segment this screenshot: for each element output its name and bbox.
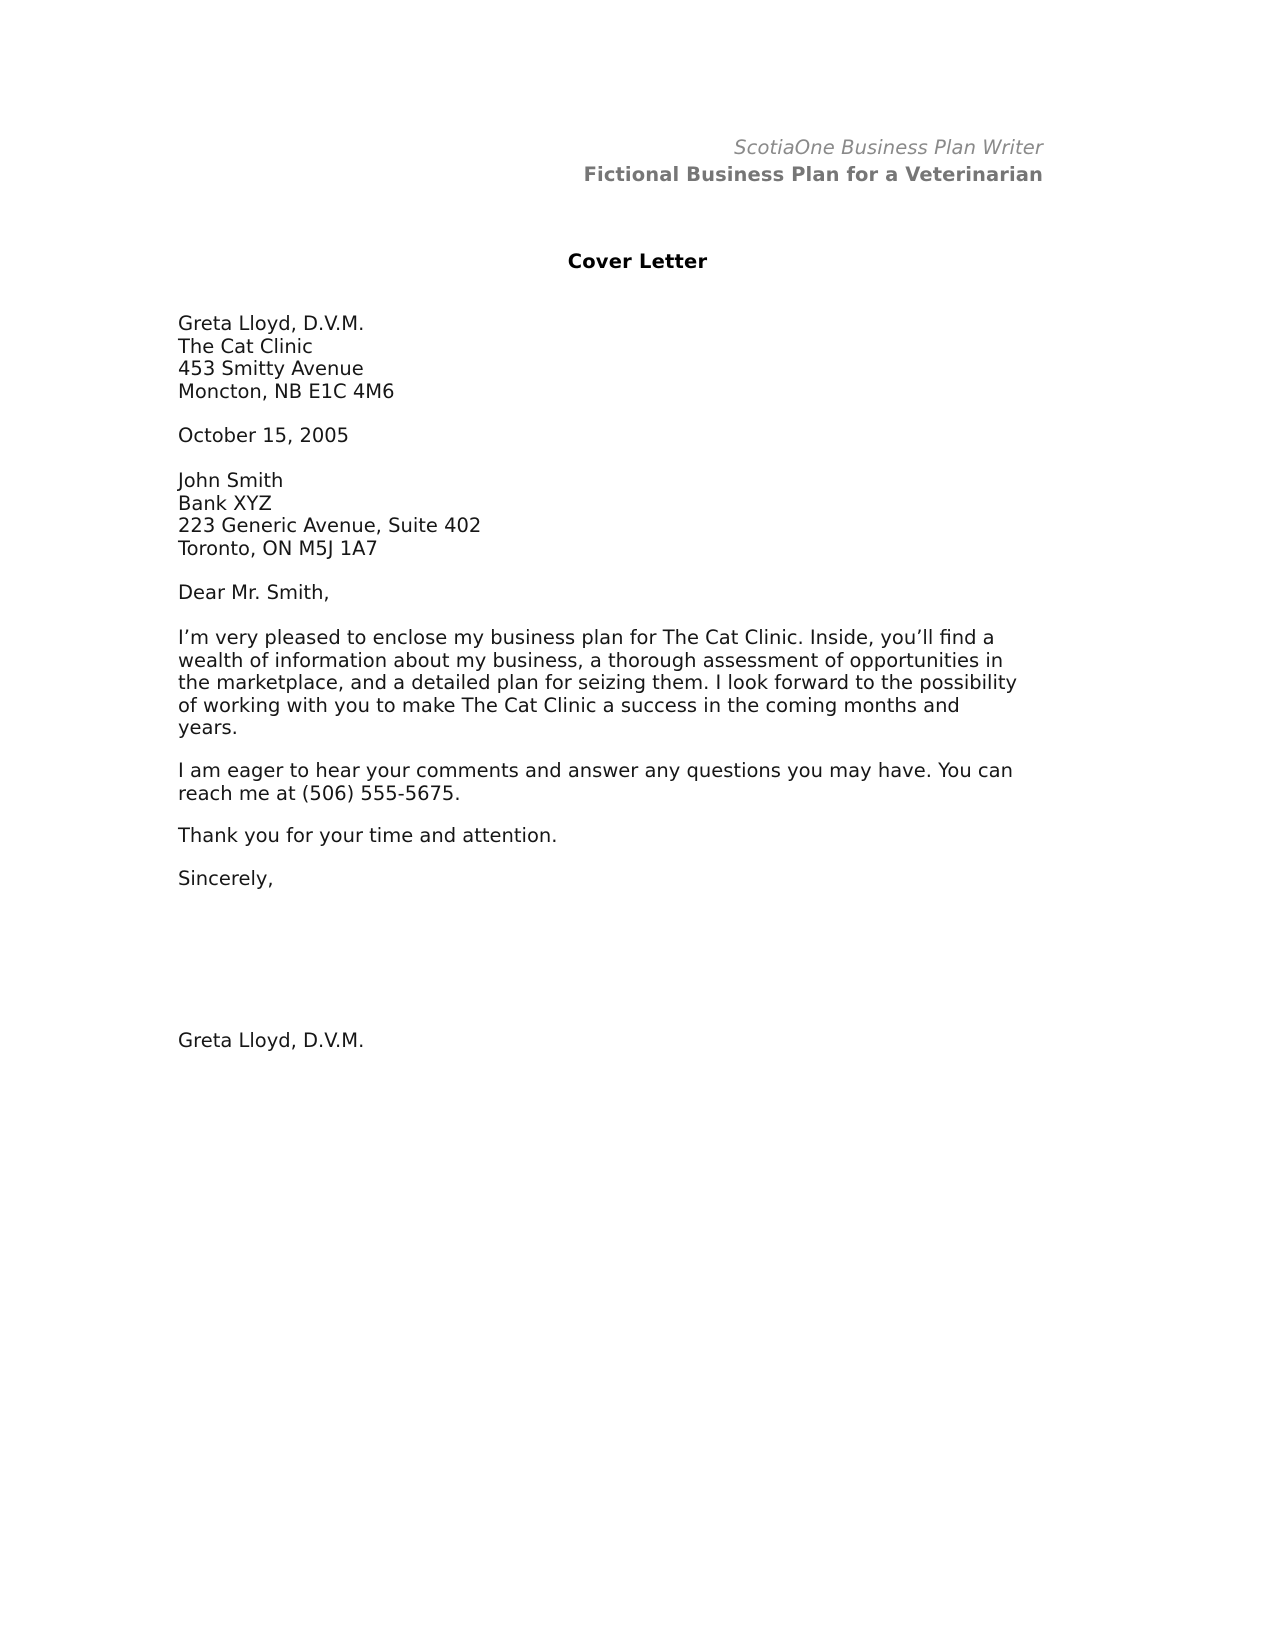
recipient-address-block — [178, 470, 1018, 560]
body-paragraph-2: I am eager to hear your comments and answer any questions you may have. You can reach me at (506) 555-5675. — [178, 758, 1013, 805]
header-product-name: ScotiaOne Business Plan Writer — [734, 136, 1043, 159]
sender-street: 453 Smitty Avenue — [178, 357, 364, 381]
salutation — [178, 582, 1018, 605]
signature-space — [178, 912, 1018, 1030]
closing-text: Sincerely, — [178, 866, 274, 890]
letter-body — [178, 313, 1018, 1053]
body-paragraph-3: Thank you for your time and attention. — [178, 824, 558, 848]
page-title: Cover Letter — [567, 250, 708, 273]
sender-company: The Cat Clinic — [178, 334, 313, 358]
letter-date — [178, 425, 1018, 448]
signature-name: Greta Lloyd, D.V.M. — [178, 1029, 365, 1053]
recipient-name: John Smith — [178, 468, 284, 492]
recipient-company: Bank XYZ — [178, 491, 272, 515]
recipient-street: 223 Generic Avenue, Suite 402 — [178, 514, 482, 538]
salutation-text: Dear Mr. Smith, — [178, 581, 330, 605]
sender-address-block — [178, 313, 1018, 403]
body-paragraph-1: I’m very pleased to enclose my business plan for The Cat Clinic. Inside, you’ll find a wealth of information about my business, a thorough assessment of opportunities in the marketplace, and a detailed plan for seizing them. I look forward to the possibility of working with you to make The Cat Clinic a success in the coming months and years. — [178, 625, 1018, 740]
sender-name: Greta Lloyd, D.V.M. — [178, 312, 365, 335]
closing — [178, 868, 1018, 891]
recipient-city-line: Toronto, ON M5J 1A7 — [178, 536, 378, 560]
header-document-subtitle: Fictional Business Plan for a Veterinarian — [583, 162, 1043, 186]
date-text: October 15, 2005 — [178, 424, 350, 448]
sender-city-line: Moncton, NB E1C 4M6 — [178, 379, 395, 403]
document-header — [584, 138, 1043, 184]
signature-block — [178, 1030, 1018, 1053]
